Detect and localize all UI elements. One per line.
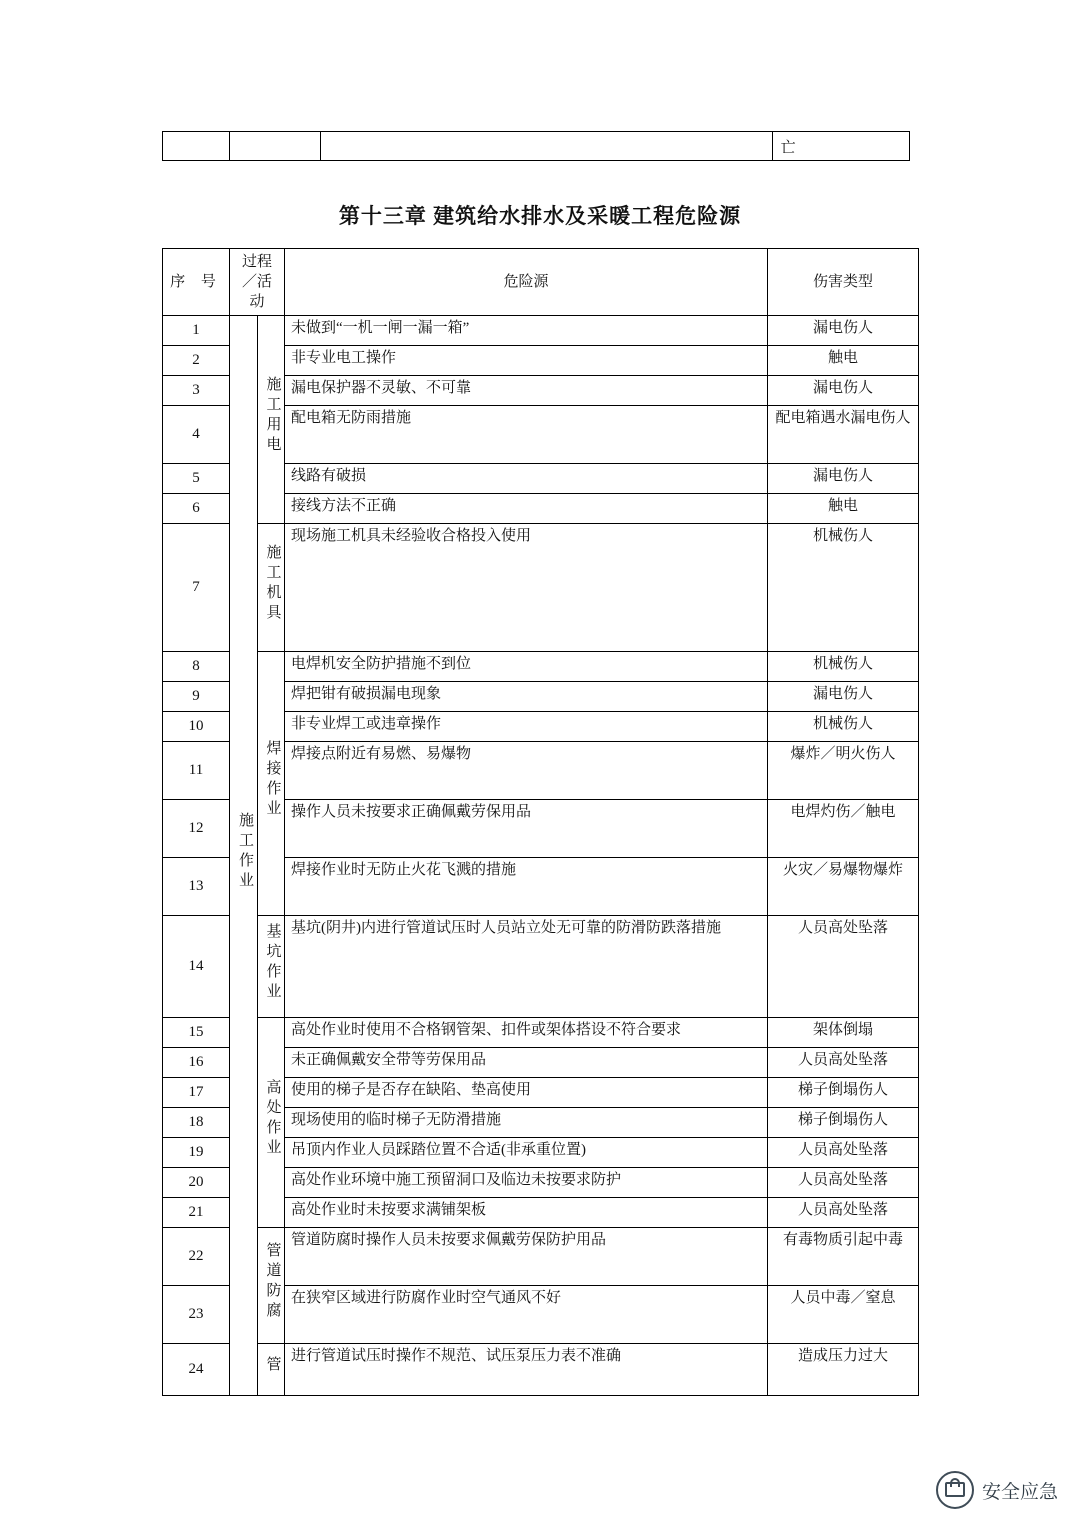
cell-hazard: 管道防腐时操作人员未按要求佩戴劳保防护用品	[285, 1228, 768, 1286]
cell-serial-no: 2	[163, 346, 230, 376]
stub-cell-activity	[229, 132, 320, 161]
cell-serial-no: 16	[163, 1048, 230, 1078]
cell-injury-type: 人员高处坠落	[768, 1198, 919, 1228]
cell-injury-type: 造成压力过大	[768, 1344, 919, 1396]
header-hazard: 危险源	[285, 249, 768, 316]
cell-injury-type: 梯子倒塌伤人	[768, 1078, 919, 1108]
continuation-table	[162, 131, 910, 161]
cell-serial-no: 3	[163, 376, 230, 406]
cell-hazard: 吊顶内作业人员踩踏位置不合适(非承重位置)	[285, 1138, 768, 1168]
cell-hazard: 进行管道试压时操作不规范、试压泵压力表不准确	[285, 1344, 768, 1396]
cell-serial-no: 15	[163, 1018, 230, 1048]
cell-injury-type: 机械伤人	[768, 524, 919, 652]
cell-serial-no: 13	[163, 858, 230, 916]
cell-serial-no: 14	[163, 916, 230, 1018]
cell-hazard: 漏电保护器不灵敏、不可靠	[285, 376, 768, 406]
table-row	[163, 524, 919, 652]
cell-hazard: 现场施工机具未经验收合格投入使用	[285, 524, 768, 652]
cell-process-group: 施工作业	[230, 316, 258, 1396]
cell-serial-no: 7	[163, 524, 230, 652]
cell-serial-no: 6	[163, 494, 230, 524]
table-row	[163, 916, 919, 1018]
cell-injury-type: 梯子倒塌伤人	[768, 1108, 919, 1138]
cell-serial-no: 18	[163, 1108, 230, 1138]
stub-cell-injury: 亡	[772, 132, 909, 161]
cell-serial-no: 1	[163, 316, 230, 346]
table-row	[163, 1344, 919, 1396]
cell-serial-no: 17	[163, 1078, 230, 1108]
cell-serial-no: 5	[163, 464, 230, 494]
header-injury-type: 伤害类型	[768, 249, 919, 316]
cell-hazard: 操作人员未按要求正确佩戴劳保用品	[285, 800, 768, 858]
cell-hazard: 线路有破损	[285, 464, 768, 494]
cell-injury-type: 爆炸／明火伤人	[768, 742, 919, 800]
cell-hazard: 使用的梯子是否存在缺陷、垫高使用	[285, 1078, 768, 1108]
cell-injury-type: 火灾／易爆物爆炸	[768, 858, 919, 916]
table-row	[163, 1018, 919, 1048]
cell-hazard: 高处作业时未按要求满铺架板	[285, 1198, 768, 1228]
cell-serial-no: 22	[163, 1228, 230, 1286]
table-row	[163, 316, 919, 346]
cell-injury-type: 架体倒塌	[768, 1018, 919, 1048]
table-header-row	[163, 249, 919, 316]
cell-serial-no: 12	[163, 800, 230, 858]
cell-hazard: 未正确佩戴安全带等劳保用品	[285, 1048, 768, 1078]
cell-injury-type: 人员高处坠落	[768, 916, 919, 1018]
cell-injury-type: 电焊灼伤／触电	[768, 800, 919, 858]
watermark-label: 安全应急	[981, 1481, 1058, 1503]
table-body	[163, 316, 919, 1396]
cell-hazard: 未做到“一机一闸一漏一箱”	[285, 316, 768, 346]
cell-serial-no: 11	[163, 742, 230, 800]
cell-hazard: 在狭窄区域进行防腐作业时空气通风不好	[285, 1286, 768, 1344]
page-title: 第十三章 建筑给水排水及采暖工程危险源	[338, 204, 742, 228]
header-process-activity: 过程／活动	[230, 249, 285, 316]
cell-serial-no: 20	[163, 1168, 230, 1198]
cell-serial-no: 24	[163, 1344, 230, 1396]
cell-activity-group: 施工机具	[257, 524, 285, 652]
cell-injury-type: 漏电伤人	[768, 316, 919, 346]
cell-hazard: 配电箱无防雨措施	[285, 406, 768, 464]
cell-hazard: 基坑(阴井)内进行管道试压时人员站立处无可靠的防滑防跌落措施	[285, 916, 768, 1018]
cell-hazard: 焊接作业时无防止火花飞溅的措施	[285, 858, 768, 916]
cell-injury-type: 人员中毒／窒息	[768, 1286, 919, 1344]
cell-hazard: 高处作业时使用不合格钢管架、扣件或架体搭设不符合要求	[285, 1018, 768, 1048]
cell-hazard: 高处作业环境中施工预留洞口及临边未按要求防护	[285, 1168, 768, 1198]
cell-hazard: 非专业电工操作	[285, 346, 768, 376]
shield-lock-icon	[936, 1471, 974, 1509]
cell-hazard: 接线方法不正确	[285, 494, 768, 524]
cell-serial-no: 9	[163, 682, 230, 712]
cell-injury-type: 漏电伤人	[768, 682, 919, 712]
cell-hazard: 焊接点附近有易燃、易爆物	[285, 742, 768, 800]
cell-injury-type: 人员高处坠落	[768, 1048, 919, 1078]
cell-hazard: 电焊机安全防护措施不到位	[285, 652, 768, 682]
watermark-badge	[936, 1471, 1058, 1509]
table-row	[163, 1228, 919, 1286]
cell-injury-type: 机械伤人	[768, 652, 919, 682]
cell-serial-no: 4	[163, 406, 230, 464]
cell-serial-no: 19	[163, 1138, 230, 1168]
table-row	[163, 652, 919, 682]
cell-hazard: 非专业焊工或违章操作	[285, 712, 768, 742]
cell-activity-group: 高处作业	[257, 1018, 285, 1228]
cell-injury-type: 人员高处坠落	[768, 1138, 919, 1168]
cell-activity-group: 管	[257, 1344, 285, 1396]
cell-activity-group: 基坑作业	[257, 916, 285, 1018]
cell-injury-type: 人员高处坠落	[768, 1168, 919, 1198]
cell-activity-group: 施工用电	[257, 316, 285, 524]
cell-serial-no: 23	[163, 1286, 230, 1344]
cell-hazard: 焊把钳有破损漏电现象	[285, 682, 768, 712]
hazard-source-table	[162, 248, 919, 1396]
cell-injury-type: 机械伤人	[768, 712, 919, 742]
cell-serial-no: 8	[163, 652, 230, 682]
cell-injury-type: 有毒物质引起中毒	[768, 1228, 919, 1286]
cell-activity-group: 焊接作业	[257, 652, 285, 916]
header-serial-no: 序 号	[163, 249, 230, 316]
cell-injury-type: 配电箱遇水漏电伤人	[768, 406, 919, 464]
stub-cell-hazard	[321, 132, 772, 161]
cell-injury-type: 触电	[768, 494, 919, 524]
cell-serial-no: 10	[163, 712, 230, 742]
cell-injury-type: 漏电伤人	[768, 464, 919, 494]
cell-serial-no: 21	[163, 1198, 230, 1228]
cell-activity-group: 管道防腐	[257, 1228, 285, 1344]
stub-cell-no	[163, 132, 230, 161]
cell-injury-type: 漏电伤人	[768, 376, 919, 406]
cell-injury-type: 触电	[768, 346, 919, 376]
cell-hazard: 现场使用的临时梯子无防滑措施	[285, 1108, 768, 1138]
table-row	[163, 132, 910, 161]
